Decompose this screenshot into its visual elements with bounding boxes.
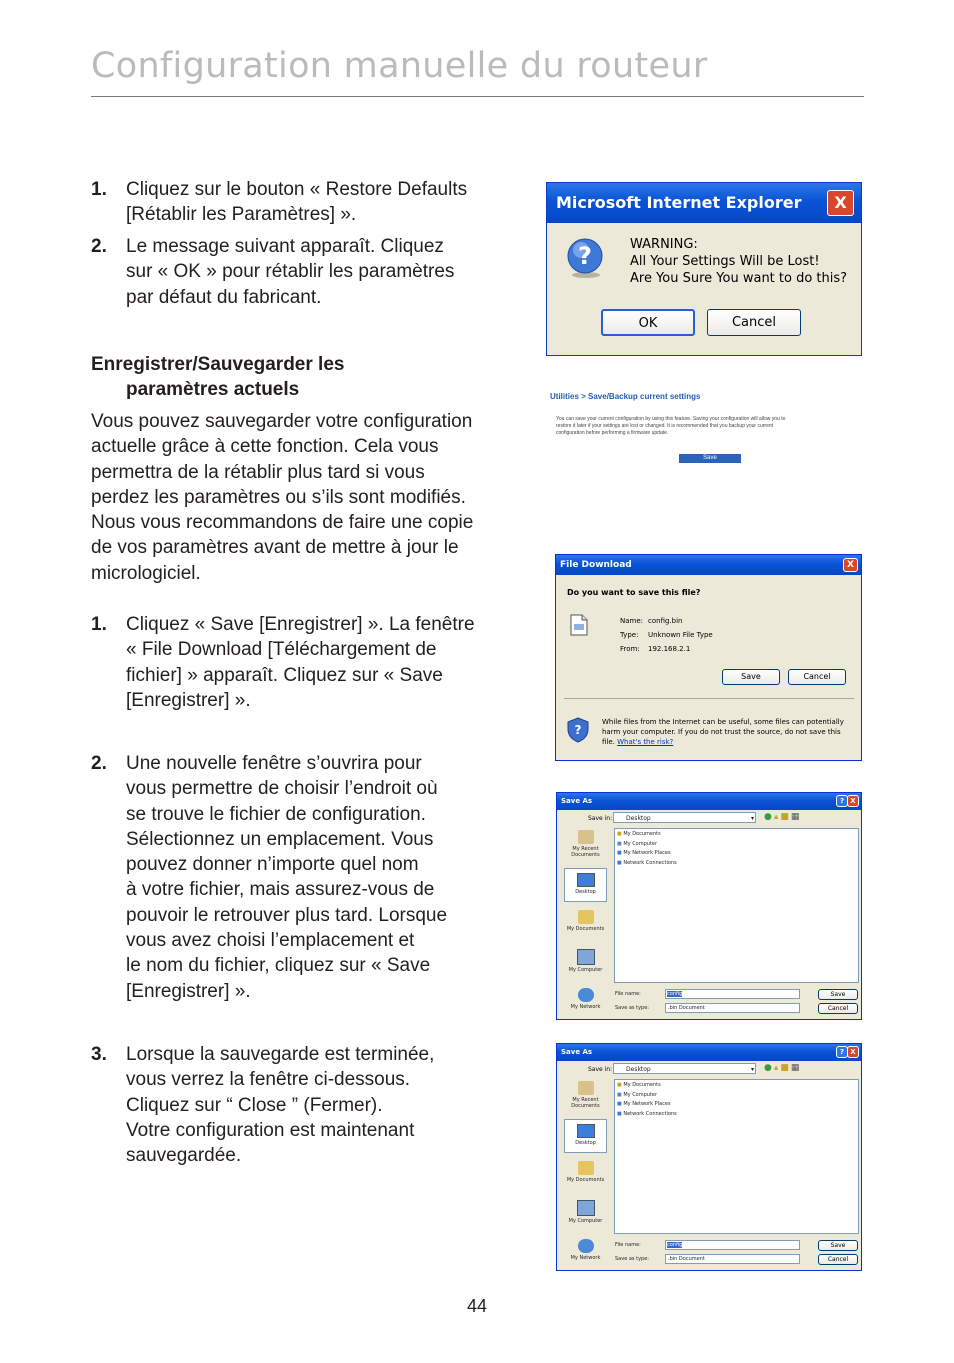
list-item-label: My Documents xyxy=(623,831,661,837)
up-folder-icon[interactable]: ▴ xyxy=(773,1063,781,1073)
file-download-dialog xyxy=(555,554,862,761)
list2-item2-number: 2. xyxy=(91,753,107,774)
place-desktop[interactable] xyxy=(564,1119,607,1153)
file-list xyxy=(614,1079,859,1234)
place-my-documents[interactable] xyxy=(562,910,609,932)
text-line: « File Download [Téléchargement de xyxy=(126,639,437,661)
views-icon[interactable]: ▦ xyxy=(790,812,802,822)
text-line: configuration before performing a firmware update. xyxy=(556,430,669,436)
file-name-value: config xyxy=(667,1242,683,1248)
place-my-documents[interactable] xyxy=(562,1161,609,1183)
list-item[interactable] xyxy=(617,1081,856,1091)
my-network-icon xyxy=(578,1239,594,1253)
desktop-icon xyxy=(577,1124,595,1138)
network-icon: ■ xyxy=(617,1101,622,1107)
cancel-button[interactable]: Cancel xyxy=(818,1003,858,1014)
text-line: le nom du fichier, cliquez sur « Save xyxy=(126,955,431,977)
file-from-value: 192.168.2.1 xyxy=(648,645,691,653)
list-item[interactable] xyxy=(617,849,856,859)
list-item[interactable] xyxy=(617,859,856,869)
text-line: fichier] » apparaît. Cliquez sur « Save xyxy=(126,664,443,686)
from-label: From: xyxy=(620,645,640,653)
text-line: Le message suivant apparaît. Cliquez xyxy=(126,236,444,257)
file-name-value: config xyxy=(667,991,683,997)
save-as-dialog-1 xyxy=(556,792,862,1020)
network-icon: ■ xyxy=(617,850,622,856)
list-item-label: My Network Places xyxy=(623,1101,671,1107)
save-in-label: Save in: xyxy=(588,815,613,822)
list-item-label: Network Connections xyxy=(623,1110,677,1117)
list-item-label: Network Connections xyxy=(623,859,677,866)
place-label: Desktop xyxy=(575,1140,596,1146)
save-as-type-dropdown[interactable] xyxy=(665,1003,800,1013)
save-as-titlebar xyxy=(557,793,861,810)
my-computer-icon xyxy=(577,1200,595,1216)
file-list xyxy=(614,828,859,983)
save-as-type-dropdown[interactable] xyxy=(665,1254,800,1264)
file-download-title: File Download xyxy=(560,560,632,570)
place-label: My Computer xyxy=(568,967,603,973)
computer-icon: ■ xyxy=(617,1091,622,1098)
text-line: actuelle grâce à cette fonction. Cela vous xyxy=(91,436,439,458)
warning-line: WARNING: xyxy=(630,237,698,252)
text-line: vous avez choisi l’emplacement et xyxy=(126,930,415,952)
place-label: My Recent Documents xyxy=(571,846,600,858)
cancel-button[interactable]: Cancel xyxy=(818,1254,858,1265)
svg-text:?: ? xyxy=(578,242,592,270)
body-text xyxy=(91,0,521,1250)
file-name-label: File name: xyxy=(615,991,641,997)
warning-line: Are You Sure You want to do this? xyxy=(630,271,848,286)
file-download-close-button[interactable]: X xyxy=(843,558,858,572)
list2-item2 xyxy=(126,751,447,1004)
text-line: [Rétablir les Paramètres] ». xyxy=(126,204,357,226)
file-icon xyxy=(570,614,588,636)
utilities-panel xyxy=(550,392,860,467)
heading-line: Enregistrer/Sauvegarder les xyxy=(91,354,345,375)
file-details-labels xyxy=(620,614,643,656)
save-as-type-value: .bin Document xyxy=(668,1005,705,1011)
my-computer-icon xyxy=(577,949,595,965)
place-my-network[interactable] xyxy=(562,988,609,1010)
list1-item2 xyxy=(126,234,454,310)
my-documents-icon xyxy=(578,910,594,924)
text-line: Lorsque la sauvegarde est terminée, xyxy=(126,1044,435,1065)
name-label: Name: xyxy=(620,617,644,625)
text-line: à votre fichier, mais assurez-vous de xyxy=(126,879,435,901)
file-download-question: Do you want to save this file? xyxy=(567,588,701,597)
utilities-save-button[interactable]: Save xyxy=(679,454,741,463)
text-line: Votre configuration est maintenant xyxy=(126,1119,415,1141)
list1-item1-number: 1. xyxy=(91,179,107,200)
list-item-label: My Computer xyxy=(623,840,658,847)
ie-warning-dialog xyxy=(546,182,862,356)
save-as-title: Save As xyxy=(561,1048,593,1056)
section-heading xyxy=(91,352,344,403)
save-as-close-button[interactable]: X xyxy=(847,1046,859,1058)
file-download-warning xyxy=(602,717,844,747)
cancel-button[interactable]: Cancel xyxy=(707,309,801,336)
place-label: Desktop xyxy=(575,889,596,895)
warning-line: While files from the Internet can be useful, some files can potentially xyxy=(602,718,844,726)
list2-item3 xyxy=(126,1042,434,1168)
list2-item1-number: 1. xyxy=(91,614,107,635)
text-line: Sélectionnez un emplacement. Vous xyxy=(126,828,434,850)
save-as-close-button[interactable]: X xyxy=(847,795,859,807)
text-line: permettra de la rétablir plus tard si vous xyxy=(91,461,425,483)
folder-icon: ■ xyxy=(617,831,622,837)
file-name-label: File name: xyxy=(615,1242,641,1248)
text-line: vous permettre de choisir l’endroit où xyxy=(126,778,438,800)
save-in-label: Save in: xyxy=(588,1066,613,1073)
save-as-type-label: Save as type: xyxy=(615,1256,649,1262)
list-item-label: My Network Places xyxy=(623,850,671,856)
text-line: [Enregistrer] ». xyxy=(126,980,251,1002)
network-connections-icon: ■ xyxy=(617,859,622,866)
new-folder-icon[interactable]: ■ xyxy=(780,1063,791,1073)
views-icon[interactable]: ▦ xyxy=(790,1063,802,1073)
save-button[interactable]: Save xyxy=(818,989,858,1000)
chevron-down-icon: ▾ xyxy=(750,1066,754,1073)
recent-documents-icon xyxy=(578,830,594,844)
heading-line: paramètres actuels xyxy=(126,379,300,401)
svg-text:?: ? xyxy=(574,723,582,737)
new-folder-icon[interactable]: ■ xyxy=(780,812,791,822)
place-my-recent-documents[interactable] xyxy=(562,1079,609,1109)
toolbar-icons xyxy=(764,812,801,822)
place-my-computer[interactable] xyxy=(562,1200,609,1224)
utilities-description xyxy=(556,416,785,437)
text-line: micrologiciel. xyxy=(91,562,201,584)
text-line: Vous pouvez sauvegarder votre configuration xyxy=(91,411,473,432)
text-line: Cliquez sur le bouton « Restore Defaults xyxy=(126,179,468,200)
file-name-input[interactable] xyxy=(665,1240,800,1250)
save-as-type-value: .bin Document xyxy=(668,1256,705,1262)
text-line: se trouve le fichier de configuration. xyxy=(126,803,426,825)
folder-icon: ■ xyxy=(617,1082,622,1088)
save-as-title: Save As xyxy=(561,797,593,805)
back-icon[interactable]: ● xyxy=(764,812,774,822)
save-as-titlebar xyxy=(557,1044,861,1061)
text-line: de vos paramètres avant de mettre à jour le xyxy=(91,537,459,559)
text-line: par défaut du fabricant. xyxy=(126,286,322,308)
list1-item2-number: 2. xyxy=(91,236,107,257)
save-in-value: Desktop xyxy=(626,815,651,822)
save-in-value: Desktop xyxy=(626,1066,651,1073)
utilities-breadcrumb: Utilities > Save/Backup current settings xyxy=(550,392,701,401)
list2-item3-number: 3. xyxy=(91,1044,107,1065)
places-bar xyxy=(562,828,609,1016)
file-details-values xyxy=(648,614,713,656)
text-line: restore it later if your settings are lost or changed. It is recommended that you backup your current xyxy=(556,423,774,429)
save-in-dropdown[interactable] xyxy=(613,1063,756,1074)
ie-dialog-titlebar xyxy=(547,183,861,223)
file-download-titlebar xyxy=(556,555,861,575)
file-download-save-button[interactable]: Save xyxy=(722,669,780,685)
text-line: Cliquez sur “ Close ” (Fermer). xyxy=(126,1094,383,1116)
section-paragraph xyxy=(91,409,473,586)
type-label: Type: xyxy=(620,631,639,639)
list-item[interactable] xyxy=(617,1110,856,1120)
file-name-input[interactable] xyxy=(665,989,800,999)
text-line: Nous vous recommandons de faire une copie xyxy=(91,512,474,534)
place-label: My Recent Documents xyxy=(571,1097,600,1109)
list-item[interactable] xyxy=(617,840,856,850)
text-line: vous verrez la fenêtre ci-dessous. xyxy=(126,1069,411,1091)
save-as-dialog-2 xyxy=(556,1043,862,1271)
warning-line: All Your Settings Will be Lost! xyxy=(630,254,820,269)
desktop-icon xyxy=(577,873,595,887)
place-label: My Documents xyxy=(566,1177,605,1183)
list-item-label: My Documents xyxy=(623,1082,661,1088)
my-network-icon xyxy=(578,988,594,1002)
save-button[interactable]: Save xyxy=(818,1240,858,1251)
warning-line: harm your computer. If you do not trust the source, do not save this xyxy=(602,728,841,736)
network-connections-icon: ■ xyxy=(617,1110,622,1117)
text-line: perdez les paramètres ou s’ils sont modifiés. xyxy=(91,486,466,508)
text-line: Cliquez « Save [Enregistrer] ». La fenêtre xyxy=(126,614,475,635)
computer-icon: ■ xyxy=(617,840,622,847)
place-desktop[interactable] xyxy=(564,868,607,902)
text-line: pouvoir le retrouver plus tard. Lorsque xyxy=(126,904,448,926)
dialog-divider xyxy=(564,698,854,699)
back-icon[interactable]: ● xyxy=(764,1063,774,1073)
list1-item1 xyxy=(126,177,467,228)
whats-the-risk-link[interactable]: What's the risk? xyxy=(617,738,674,746)
file-download-cancel-button[interactable]: Cancel xyxy=(788,669,846,685)
warning-line: file. xyxy=(602,738,615,746)
list-item[interactable] xyxy=(617,830,856,840)
place-my-recent-documents[interactable] xyxy=(562,828,609,858)
shield-icon xyxy=(567,717,589,743)
place-label: My Documents xyxy=(566,926,605,932)
place-my-network[interactable] xyxy=(562,1239,609,1261)
ok-button[interactable]: OK xyxy=(601,309,695,336)
ie-dialog-title: Microsoft Internet Explorer xyxy=(556,193,802,212)
text-line: You can save your current configuration by using this feature. Saving your configuration will allow you to xyxy=(556,416,786,422)
question-icon xyxy=(565,237,607,279)
places-bar xyxy=(562,1079,609,1267)
ie-warning-message xyxy=(630,236,847,287)
file-type-value: Unknown File Type xyxy=(648,631,713,639)
up-folder-icon[interactable]: ▴ xyxy=(773,812,781,822)
text-line: sauvegardée. xyxy=(126,1145,242,1167)
place-label: My Computer xyxy=(568,1218,603,1224)
place-label: My Network xyxy=(570,1004,601,1010)
page-number: 44 xyxy=(466,1296,488,1316)
my-documents-icon xyxy=(578,1161,594,1175)
place-label: My Network xyxy=(570,1255,601,1261)
help-button[interactable]: ? xyxy=(836,795,848,807)
list-item[interactable] xyxy=(617,1091,856,1101)
help-button[interactable]: ? xyxy=(836,1046,848,1058)
list-item[interactable] xyxy=(617,1100,856,1110)
list2-item1 xyxy=(126,612,475,713)
recent-documents-icon xyxy=(578,1081,594,1095)
place-my-computer[interactable] xyxy=(562,949,609,973)
text-line: Une nouvelle fenêtre s’ouvrira pour xyxy=(126,753,422,774)
save-as-type-label: Save as type: xyxy=(615,1005,649,1011)
chevron-down-icon: ▾ xyxy=(750,815,754,822)
file-name-value: config.bin xyxy=(648,617,683,625)
text-line: pouvez donner n’importe quel nom xyxy=(126,854,419,876)
text-line: sur « OK » pour rétablir les paramètres xyxy=(126,261,455,283)
text-line: [Enregistrer] ». xyxy=(126,689,251,711)
toolbar-icons xyxy=(764,1063,801,1073)
page-title: Configuration manuelle du routeur xyxy=(91,46,708,86)
list-item-label: My Computer xyxy=(623,1091,658,1098)
ie-dialog-close-button[interactable]: X xyxy=(827,190,854,216)
save-in-dropdown[interactable] xyxy=(613,812,756,823)
